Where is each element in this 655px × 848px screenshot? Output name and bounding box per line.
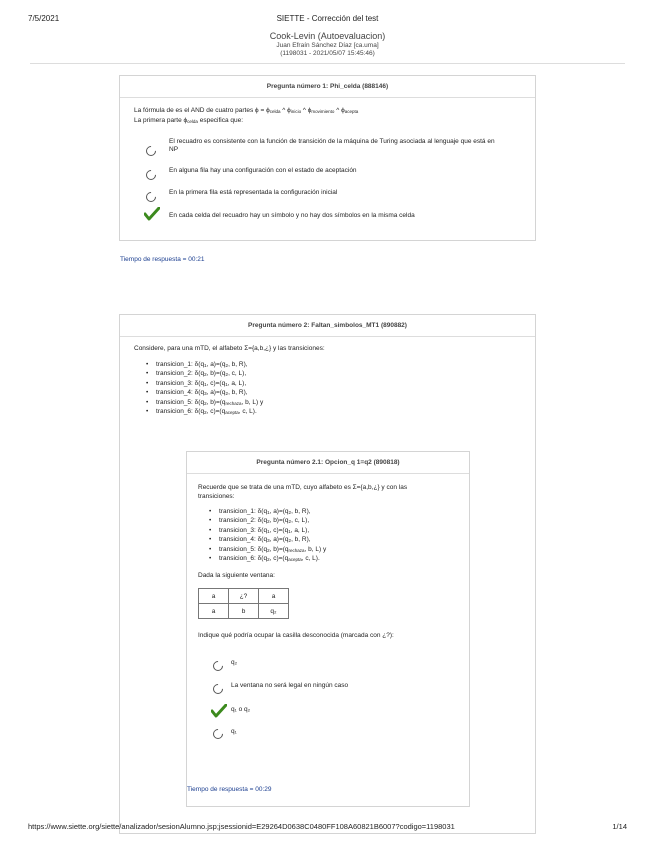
q21-option-3-label: q₁ o q₂ <box>231 706 251 713</box>
q21-option-2-radio[interactable] <box>211 682 225 696</box>
question-2-1-intro: Recuerde que se trata de una mTD, cuyo alfabeto es Σ={a,b,¿} y con las transiciones: <box>198 484 408 500</box>
transition-item: • transicion_1: $\delta(q_1$, $a)=(q_2$, b, R), <box>144 361 263 370</box>
q21-option-4-label: q₁ <box>231 728 237 735</box>
transition-item: • transicion_3: $\delta(q_1$, $c)=(q_1$, a, L), <box>144 380 263 389</box>
transition-item: • transicion_6: $\delta(q_2$, $c)=(q_{acepta}$, c, L). <box>144 408 263 417</box>
question-2-1-box <box>186 451 470 807</box>
transition-item: • transicion_1: $\delta(q_1$, $a)=(q_2$, b, R), <box>207 508 326 517</box>
transition-item: • transicion_2: $\delta(q_2$, $b)=(q_2$, c, L), <box>207 517 326 526</box>
q21-option-2-label: La ventana no será legal en ningún caso <box>231 682 349 689</box>
question-2-1-transition-list <box>207 508 326 564</box>
session-id: (1198031 - 2021/05/07 15:45:46) <box>280 50 375 57</box>
student-name: Juan Efraín Sánchez Díaz [ca.uma] <box>276 42 379 49</box>
q21-response-time: Tiempo de respuesta = 00:29 <box>187 786 272 793</box>
test-name: Cook-Levin (Autoevaluacion) <box>269 31 386 41</box>
q1-option-3-radio[interactable] <box>144 190 158 204</box>
window-cell: a <box>199 589 229 604</box>
window-cell: b <box>229 604 259 619</box>
question-1-text: La fórmula de es el AND de cuatro partes $\phi = \phi_{celda}$ ^ $\phi_{inicio}$ ^ $\phi_{movimiento}$ ^ $\phi_{acepta}$ La primera parte $\phi_{celda}$ especifica que: <box>134 107 359 124</box>
q1-option-1-radio[interactable] <box>144 144 158 158</box>
question-2-1-prompt: Indique qué podría ocupar la casilla desconocida (marcada con ¿?): <box>198 632 394 639</box>
window-row <box>199 604 289 619</box>
transition-item: • transicion_5: $\delta(q_2$, $b)=(q_{rechaza}$, b, L) y <box>207 546 326 555</box>
window-cell: q₂ <box>259 604 289 619</box>
q1-option-3-label: En la primera fila está representada la configuración inicial <box>169 189 338 196</box>
print-date: 7/5/2021 <box>28 14 60 23</box>
question-2-intro: Considere, para una mTD, el alfabeto Σ={a,b,¿} y las transiciones: <box>134 345 325 352</box>
q1-option-4-label: En cada celda del recuadro hay un símbolo y no hay dos símbolos en la misma celda <box>169 212 415 219</box>
transition-item: • transicion_4: $\delta(q_3$, $a)=(q_2$, b, R), <box>207 536 326 545</box>
q1-option-2-radio[interactable] <box>144 168 158 182</box>
transition-item: • transicion_3: $\delta(q_1$, $c)=(q_1$, a, L), <box>207 527 326 536</box>
q1-option-1-label: El recuadro es consistente con la función de transición de la máquina de Turing asociada al lenguaje que está en NP <box>169 138 495 153</box>
window-cell: a <box>199 604 229 619</box>
question-2-title: Pregunta número 2: Faltan_simbolos_MT1 (890882) <box>120 315 535 337</box>
q21-correct-check-icon <box>211 704 227 718</box>
question-2-box <box>119 314 536 834</box>
transition-item: • transicion_2: $\delta(q_2$, $b)=(q_2$, c, L), <box>144 370 263 379</box>
question-1-box <box>119 75 536 241</box>
window-table <box>198 588 289 619</box>
q21-option-1-label: q₂ <box>231 659 238 666</box>
q1-response-time: Tiempo de respuesta = 00:21 <box>120 256 205 263</box>
q1-option-2-label: En alguna fila hay una configuración con el estado de aceptación <box>169 167 357 174</box>
window-cell: a <box>259 589 289 604</box>
window-label: Dada la siguiente ventana: <box>198 572 275 579</box>
question-2-1-title: Pregunta número 2.1: Opcion_q 1=q2 (890818) <box>187 452 469 474</box>
print-title: SIETTE - Corrección del test <box>276 14 379 23</box>
header-divider <box>30 63 625 64</box>
question-1-title: Pregunta número 1: Phi_celda (888146) <box>120 76 535 98</box>
footer-url: https://www.siette.org/siette/analizador/sesionAlumno.jsp;jsessionid=E29264D0638C0480FF108A60821B6007?codigo=1198031 <box>28 822 455 831</box>
q21-option-1-radio[interactable] <box>211 659 225 673</box>
window-row <box>199 589 289 604</box>
window-cell-unknown: ¿? <box>229 589 259 604</box>
q21-option-4-radio[interactable] <box>211 727 225 741</box>
question-2-transition-list <box>144 361 263 417</box>
footer-page-number: 1/14 <box>612 822 627 831</box>
transition-item: • transicion_5: $\delta(q_2$, $b)=(q_{rechaza}$, b, L) y <box>144 399 263 408</box>
q1-correct-check-icon <box>144 207 160 221</box>
transition-item: • transicion_6: $\delta(q_2$, $c)=(q_{acepta}$, c, L). <box>207 555 326 564</box>
transition-item: • transicion_4: $\delta(q_3$, $a)=(q_2$, b, R), <box>144 389 263 398</box>
test-header <box>0 31 655 58</box>
